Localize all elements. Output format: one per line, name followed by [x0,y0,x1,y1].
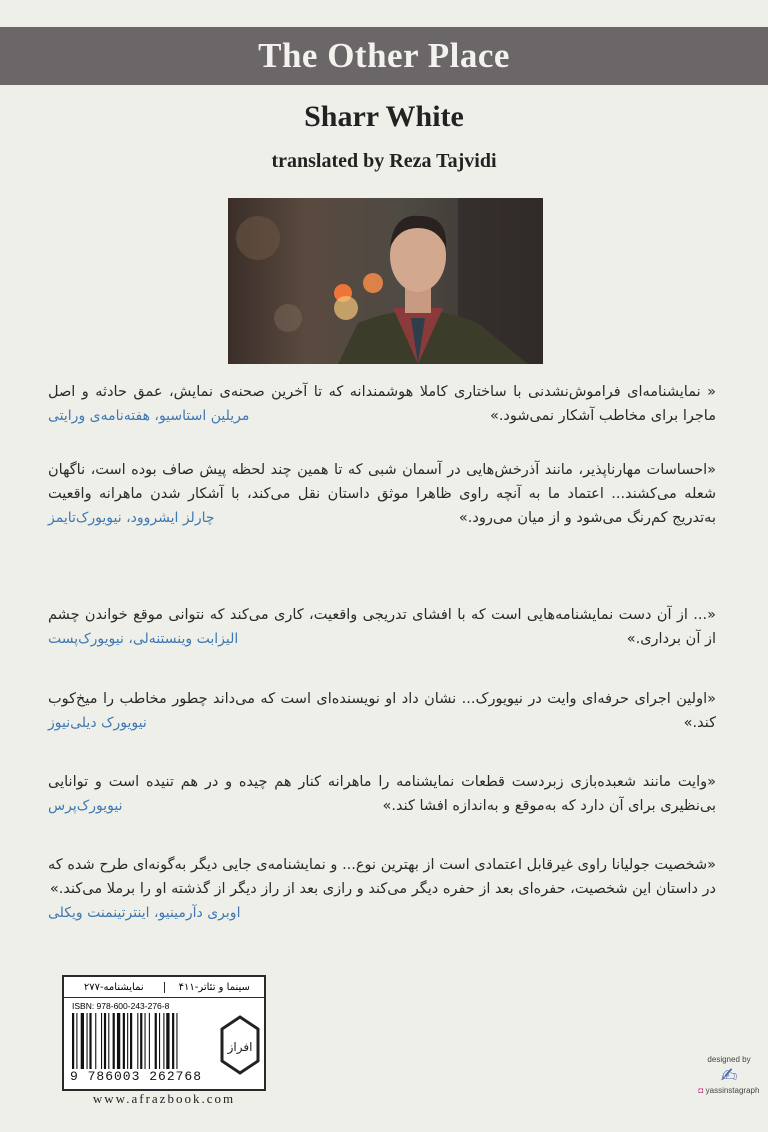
barcode-bar [137,1013,138,1069]
barcode-bar [87,1013,88,1069]
translator-credit: translated by Reza Tajvidi [271,150,497,172]
review-quote [48,603,716,651]
barcode-bar [159,1013,160,1069]
author-name: Sharr White [304,100,464,133]
barcode-bar [172,1013,174,1069]
quote-source: نیویورک دیلی‌نیوز [48,715,147,731]
barcode-bar [108,1013,109,1069]
quote-source: چارلز ایشروود، نیویورک‌تایمز [48,510,215,526]
barcode-bar [104,1013,106,1069]
barcode-bar [140,1013,142,1069]
review-quote [48,853,716,925]
catalog-series: نمایشنامه-۲۷۷ [64,982,165,993]
quote-source: اوبری دآرمینیو، اینترتینمنت ویکلی [48,905,241,921]
barcode-bar [163,1013,164,1069]
barcode-bar [130,1013,132,1069]
designer-instagram [690,1086,768,1095]
barcode-bar [95,1013,96,1069]
isbn-label: ISBN: 978-600-243-276-8 [72,1001,170,1011]
quote-text: «... از آن دست نمایشنامه‌هایی است که با افشای تدریجی واقعیت، کاری می‌کند که نتوانی موقع خواندن چشم از آن برداری.» [48,607,716,647]
publisher-website: www.afrazbook.com [92,1091,236,1106]
review-quote [48,458,716,530]
barcode-bar [127,1013,128,1069]
barcode-bar [81,1013,84,1069]
quote-text: «شخصیت جولیانا راوی غیرقابل اعتمادی است از بهترین نوع... و نمایشنامه‌ی جایی دیگر به‌گونه‌ای طرح شده که در داستان این شخصیت، حفره‌ای بعد از حفره دیگر می‌کند و رازی بعد از راز دیگر از گذشته او را برملا می‌کند.» [48,857,716,897]
barcode-bar [113,1013,115,1069]
barcode-bars [70,1013,216,1069]
barcode-bar [72,1013,74,1069]
barcode-bar [166,1013,169,1069]
barcode-bar [155,1013,157,1069]
barcode-bar [76,1013,77,1069]
catalog-category: سینما و تئاتر-۴۱۱ [178,981,250,993]
author-photo [228,198,543,364]
review-quote [48,770,716,818]
title-band [0,27,768,85]
barcode-bar [176,1013,177,1069]
author-portrait-image [228,198,543,364]
quote-text: «اولین اجرای حرفه‌ای وایت در نیویورک... نشان داد او نویسنده‌ای است که می‌داند چطور مخاطب را میخ‌کوب کند.» [48,691,716,731]
barcode-bar [101,1013,102,1069]
review-quote [48,687,716,735]
barcode-box [62,975,266,1091]
publisher-logo-icon [220,1015,260,1075]
quote-text: «وایت مانند شعبده‌بازی زبردست قطعات نمایشنامه را ماهرانه کنار هم چیده و در هم تنیده است و توانایی بی‌نظیری برای آن دارد که به‌موقع و به‌اندازه افشا کند.» [48,774,716,814]
barcode-bar [123,1013,125,1069]
instagram-icon: ◘ [698,1086,704,1095]
quote-source: مریلین استاسیو، هفته‌نامه‌ی ورایتی [48,408,250,424]
quote-source: الیزابت وینستنه‌لی، نیویورک‌پست [48,631,239,647]
quote-source: نیویورک‌پرس [48,798,123,814]
catalog-row [64,977,264,998]
barcode-bar [117,1013,120,1069]
barcode-bar [89,1013,91,1069]
publisher-logo-text: افراز [227,1040,253,1054]
designer-label: designed by [707,1055,751,1064]
designer-logo-icon: ✍ [720,1063,738,1087]
barcode-bar [149,1013,150,1069]
barcode-bar [145,1013,146,1069]
designer-credit [690,1055,768,1095]
book-title: The Other Place [258,36,510,75]
barcode-digits: 9 786003 262768 [70,1069,203,1084]
review-quote [48,380,716,428]
designer-instagram-handle: yassinstagraph [705,1086,760,1095]
quote-text: « نمایشنامه‌ای فراموش‌نشدنی با ساختاری کاملا هوشمندانه که تا آخرین صحنه‌ی نمایش، عمق حادثه و اصل ماجرا برای مخاطب آشکار نمی‌شود.» [48,384,716,424]
quote-text: «احساسات مهارناپذیر، مانند آذرخش‌هایی در آسمان شبی که تا همین چند لحظه پیش صاف بوده است، ناگهان شعله می‌کشند... اعتماد ما به آنچه راوی ظاهرا موثق داستان نقل می‌کند، با آشکار شدن ماهرانه واقعیت به‌تدریج کم‌رنگ می‌شود و از میان می‌رود.» [48,462,716,526]
